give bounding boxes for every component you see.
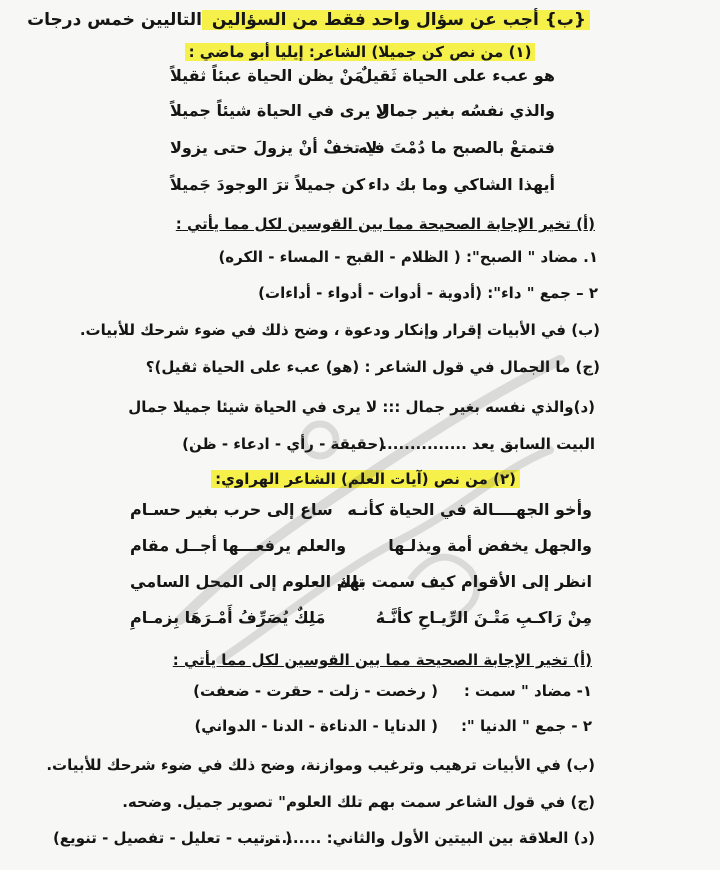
q2-verse-1 — [0, 500, 720, 530]
q2-a1-options: ( رخصت - زلت - حقرت - ضعفت) — [193, 682, 438, 700]
verse-hemistich-1: والجهل يخفض أمة ويذلـها — [388, 536, 592, 555]
q1-a-heading — [0, 212, 720, 236]
q1-a2-text: ٢ – جمع " داء": (أدوية - أدوات - أدواء - أداءات) — [258, 284, 598, 302]
q1-b-text: (ب) في الأبيات إقرار وإنكار ودعوة ، وضح ذلك في ضوء شرحك للأبيات. — [79, 321, 600, 339]
verse-hemistich-2: لا تخفْ أنْ يزولَ حتى يزولا — [170, 138, 378, 157]
q2-d-text: (د) العلاقة بين البيتين الأول والثاني: ............ — [253, 829, 595, 847]
verse-hemistich-1: أيهذا الشاكي وما بك داء — [368, 175, 555, 194]
q2-a2 — [0, 714, 720, 740]
verse-hemistich-1: هو عبء على الحياة ثَقيلٌ — [358, 66, 555, 85]
header-instruction-part1: {ب} أجب عن سؤال واحد فقط من السؤالين — [202, 10, 590, 30]
q2-verse-3 — [0, 572, 720, 602]
verse-hemistich-1: وأخو الجهــــالة في الحياة كأنـه — [347, 500, 592, 519]
verse-hemistich-2: لا يرى في الحياة شيئاً جميلاً — [170, 101, 388, 120]
q1-c — [0, 355, 720, 379]
q2-a-heading-text: (أ) تخير الإجابة الصحيحة مما بين القوسين لكل مما يأتي : — [172, 651, 592, 669]
q1-a-heading-text: (أ) تخير الإجابة الصحيحة مما بين القوسين لكل مما يأتي : — [175, 215, 595, 233]
verse-hemistich-1: مِنْ رَاكـبِ مَتْـنَ الرِّيـاحِ كأنَّـهُ — [375, 608, 592, 627]
q2-title-row — [0, 467, 720, 491]
header-instruction — [0, 8, 720, 32]
q2-a-heading — [0, 648, 720, 672]
header-instruction-part2: التاليين خمس درجات — [27, 10, 202, 30]
q1-title: (١) من نص كن جميلا) الشاعر: إيليا أبو ماضي : — [185, 43, 536, 61]
q2-d-options: ( ترتيب - تعليل - تفصيل - تنويع) — [52, 829, 292, 847]
verse-hemistich-1: فتمتعْ بالصبح ما دُمْتَ فيه — [357, 138, 555, 157]
q2-a1 — [0, 679, 720, 705]
verse-hemistich-1: والذي نفسُه بغير جمال — [375, 101, 555, 120]
q2-a1-text: ١- مضاد " سمت : — [463, 682, 592, 700]
q2-verse-2 — [0, 536, 720, 566]
q1-verse-1 — [0, 66, 720, 96]
verse-hemistich-1: انظر إلى الأقوام كيف سمت بهم — [336, 572, 592, 591]
q1-verse-2 — [0, 101, 720, 131]
q2-c-text: (ج) في قول الشاعر سمت بهم تلك العلوم" تصوير جميل. وضحه. — [122, 793, 595, 811]
q1-a1-text: ١. مضاد " الصبح": ( الظلام - القبح - المساء - الكره) — [218, 248, 598, 266]
q1-verse-4 — [0, 175, 720, 205]
verse-hemistich-2: تلك العلوم إلى المحل السامي — [130, 572, 365, 591]
q1-d2-options: (حقيقة - رأي - ادعاء - ظن) — [182, 435, 385, 453]
q2-d — [0, 826, 720, 852]
q1-a2 — [0, 281, 720, 305]
verse-hemistich-2: والعلم يرفعـــها أجــل مقام — [130, 536, 347, 555]
verse-hemistich-2: مَلِكٌ يُصَرِّفُ أَمْـرَهَا بِزمـامِ — [130, 608, 326, 627]
q1-title-row — [0, 40, 720, 64]
q1-d2 — [0, 432, 720, 458]
q2-a2-options: ( الدنايا - الدناءة - الدنا - الدواني) — [194, 717, 438, 735]
q2-b-text: (ب) في الأبيات ترهيب وترغيب وموازنة، وضح ذلك في ضوء شرحك للأبيات. — [46, 756, 595, 774]
q2-c — [0, 790, 720, 814]
q1-b — [0, 318, 720, 342]
verse-hemistich-2: كن جميلاً ترَ الوجودَ جَميلاً — [170, 175, 366, 194]
q1-d-text: (د)والذي نفسه بغير جمال ::: لا يرى في الحياة شيئا جميلا جمال — [128, 398, 595, 416]
q1-d — [0, 395, 720, 419]
q1-verse-3 — [0, 138, 720, 168]
verse-hemistich-2: مَنْ يظن الحياة عبئاً ثقيلاً — [170, 66, 364, 85]
q2-verse-4 — [0, 608, 720, 638]
q1-c-text: (ج) ما الجمال في قول الشاعر : (هو) عبء على الحياة ثقيل)؟ — [145, 358, 600, 376]
q1-d2-text: البيت السابق يعد ............... — [381, 435, 595, 453]
q2-a2-text: ٢ - جمع " الدنيا ": — [460, 717, 592, 735]
verse-hemistich-2: ساع إلى حرب بغير حسـام — [130, 500, 333, 519]
q1-a1 — [0, 245, 720, 269]
q2-title: (٢) من نص (آيات العلم) الشاعر الهراوي: — [211, 470, 520, 488]
q2-b — [0, 753, 720, 777]
